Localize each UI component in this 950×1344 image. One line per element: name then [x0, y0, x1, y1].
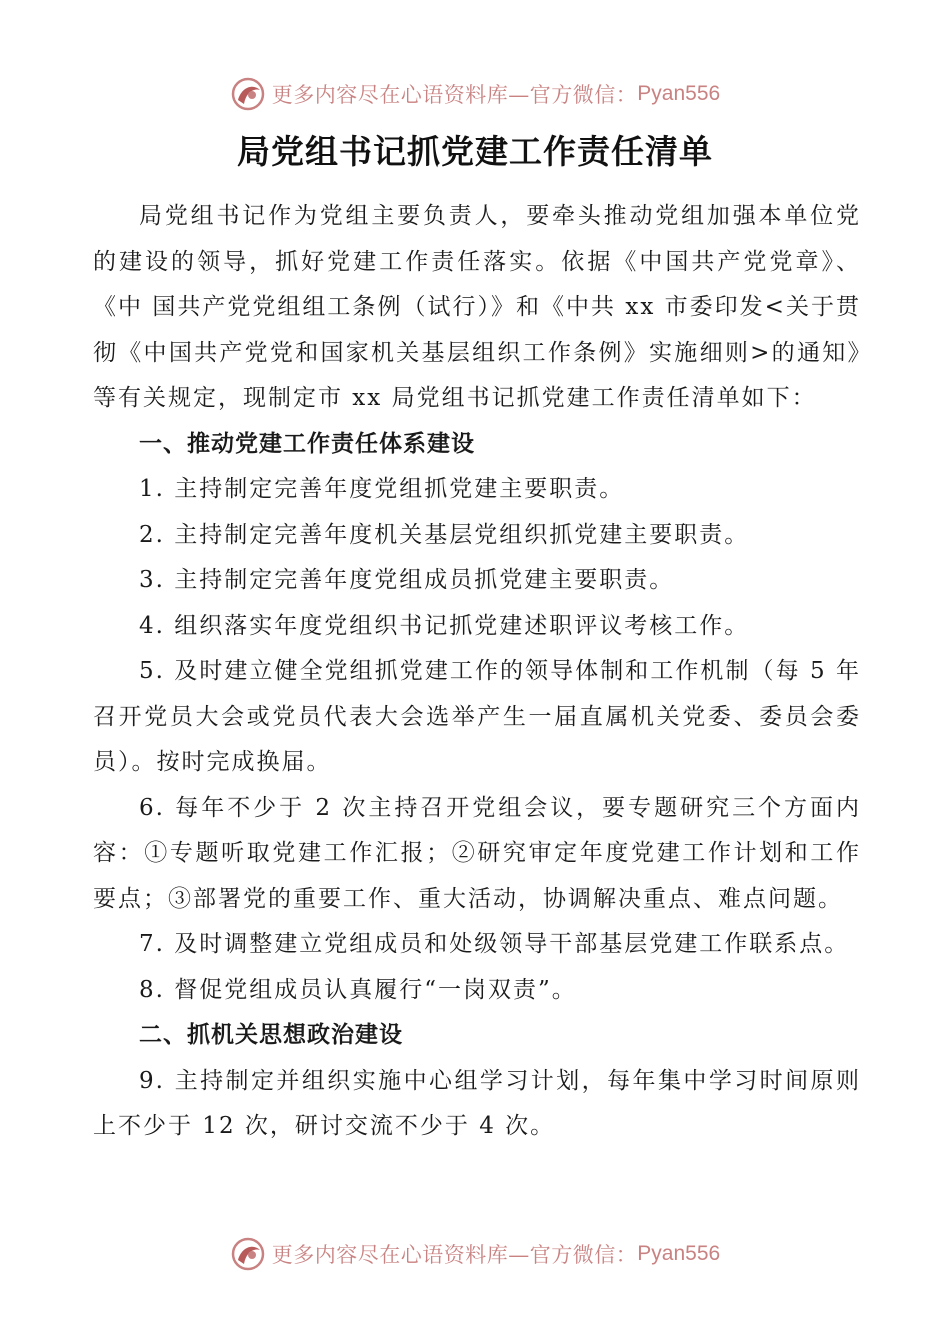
logo-icon: [230, 76, 266, 112]
section-heading-2: 二、抓机关思想政治建设: [139, 1022, 403, 1048]
watermark-wechat-id: Pyan556: [637, 82, 721, 105]
list-item: 8. 督促党组成员认真履行“一岗双责”。: [139, 976, 577, 1003]
section-heading-1: 一、推动党建工作责任体系建设: [139, 430, 475, 457]
list-item: 1. 主持制定完善年度党组抓党建主要职责。: [139, 476, 625, 502]
list-item: 3. 主持制定完善年度党组成员抓党建主要职责。: [139, 567, 675, 593]
watermark-text: 更多内容尽在心语资料库—官方微信：: [271, 1243, 638, 1267]
watermark-footer: [0, 1232, 950, 1276]
list-item: 6. 每年不少于 2 次主持召开党组会议，要专题研究三个方面内容：①专题听取党建工作汇报；②研究审定年度党建工作计划和工作要点；③部署党的重要工作、重大活动，协调解决重点、难点问题。: [93, 794, 861, 912]
document-title: 局党组书记抓党建工作责任清单: [237, 132, 713, 171]
list-item: 9. 主持制定并组织实施中心组学习计划，每年集中学习时间原则上不少于 12 次，研讨交流不少于 4 次。: [93, 1067, 861, 1139]
list-item: 7. 及时调整建立党组成员和处级领导干部基层党建工作联系点。: [139, 931, 850, 957]
document-body: [93, 194, 861, 1150]
list-item: 5. 及时建立健全党组抓党建工作的领导体制和工作机制（每 5 年召开党员大会或党员代表大会选举产生一届直属机关党委、委员会委员）。按时完成换届。: [93, 658, 861, 775]
logo-icon: [230, 1236, 266, 1272]
watermark-wechat-id: Pyan556: [637, 1242, 721, 1265]
list-item: 4. 组织落实年度党组织书记抓党建述职评议考核工作。: [139, 612, 750, 639]
intro-paragraph: 局党组书记作为党组主要负责人，要牵头推动党组加强本单位党的建设的领导，抓好党建工作责任落实。依据《中国共产党党章》、《中 国共产党党组组工条例（试行）》和《中共 xx 市委印发<关于贯彻《中国共产党党和国家机关基层组织工作条例》实施细则>的通知》等有关规定，现制定市 xx 局党组书记抓党建工作责任清单如下：: [93, 203, 861, 411]
watermark-text: 更多内容尽在心语资料库—官方微信：: [271, 83, 638, 107]
watermark-header: [0, 72, 950, 116]
list-item: 2. 主持制定完善年度机关基层党组织抓党建主要职责。: [139, 521, 750, 548]
